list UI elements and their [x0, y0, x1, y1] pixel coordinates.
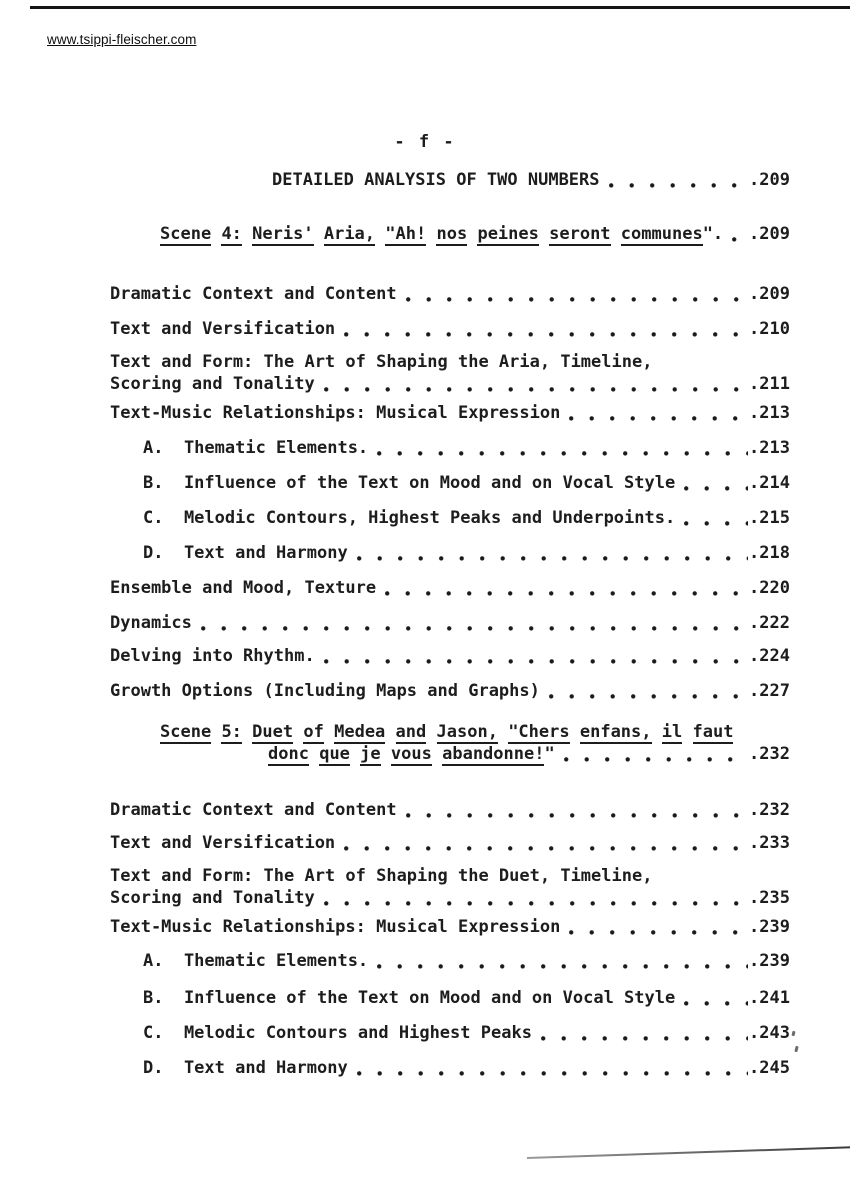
underlined-word: donc [268, 744, 309, 764]
page-number: .243 [749, 1023, 790, 1043]
page-number: .213 [749, 438, 790, 458]
toc-entry-row [110, 987, 790, 1009]
dot-leader [368, 950, 749, 972]
toc-entry-row [110, 832, 790, 854]
underlined-word: vous [390, 744, 432, 764]
page-number: .233 [749, 833, 790, 853]
underlined-word: and [395, 722, 427, 742]
dot-leader [397, 799, 749, 821]
dot-leader [600, 169, 750, 191]
underlined-word: Scene [160, 722, 212, 742]
page-number: .232 [749, 800, 790, 820]
dot-leader [368, 437, 749, 459]
page-number: .239 [749, 951, 790, 971]
toc-title: DETAILED ANALYSIS OF TWO NUMBERS [272, 170, 600, 190]
scene-heading-row [110, 223, 790, 245]
underlined-word: que [319, 744, 350, 764]
dot-leader [560, 402, 749, 424]
toc-entry-row [110, 865, 790, 909]
page-number: .241 [749, 988, 790, 1008]
page-number: .232 [749, 744, 790, 764]
toc-entry-row [110, 950, 790, 972]
dot-leader [555, 743, 749, 765]
toc-entry-label: B. Influence of the Text on Mood and on Vocal Style [143, 473, 676, 493]
toc-entry-row [110, 577, 790, 599]
toc-entry-label: Text-Music Relationships: Musical Expression [110, 917, 561, 937]
toc-entry-row [110, 645, 790, 667]
toc-entry-label: Dramatic Context and Content [110, 284, 397, 304]
toc-entry-label: D. Text and Harmony [143, 1058, 348, 1078]
underlined-word: nos [436, 224, 468, 244]
dot-leader [348, 542, 749, 564]
dot-leader [675, 507, 749, 529]
toc-entry-row [110, 283, 790, 305]
underlined-word: peines [477, 224, 539, 244]
page-number: .211 [749, 374, 790, 394]
toc-entry-label: Ensemble and Mood, Texture [110, 578, 377, 598]
page-number: .245 [749, 1058, 790, 1078]
underlined-word: il [661, 722, 683, 742]
toc-entry-row [110, 402, 790, 424]
underlined-word: "Ah! [385, 224, 427, 244]
page-number: .213 [749, 403, 790, 423]
toc-entry-label: C. Melodic Contours, Highest Peaks and Underpoints. [143, 508, 676, 528]
toc-entry-row [110, 1022, 790, 1044]
toc-entry-label: A. Thematic Elements. [143, 951, 369, 971]
table-of-contents [110, 0, 790, 1200]
underlined-word: enfans, [579, 722, 652, 742]
toc-entry-row [110, 916, 790, 938]
toc-entry-label: Text and Versification [110, 319, 336, 339]
underlined-word: abandonne! [442, 744, 545, 764]
dot-leader [723, 223, 749, 245]
toc-entry-row [110, 542, 790, 564]
underlined-word: Aria, [323, 224, 376, 244]
underlined-word: "Chers [508, 722, 570, 742]
page-number: .215 [749, 508, 790, 528]
underlined-word: Jason, [436, 722, 498, 742]
underlined-word: Scene [160, 224, 212, 244]
toc-entry-row [110, 472, 790, 494]
dot-leader [397, 283, 749, 305]
scene-heading-text [160, 721, 733, 743]
toc-entry-label: Growth Options (Including Maps and Graphs) [110, 681, 540, 701]
dot-leader [315, 373, 749, 395]
toc-entry-label: A. Thematic Elements. [143, 438, 369, 458]
toc-title-row [110, 169, 790, 191]
page-number: .209 [749, 224, 790, 244]
toc-entry-label: Delving into Rhythm. [110, 646, 315, 666]
toc-entry-row [110, 799, 790, 821]
underlined-word: Duet [252, 722, 294, 742]
toc-entry-row [110, 1057, 790, 1079]
toc-entry-label: Dynamics [110, 613, 192, 633]
toc-entry-label: Scoring and Tonality [110, 374, 315, 394]
underlined-word: Neris' [252, 224, 314, 244]
toc-entry-label: Dramatic Context and Content [110, 800, 397, 820]
page-marker: - f - [394, 132, 456, 152]
dot-leader [348, 1057, 749, 1079]
page-number: .224 [749, 646, 790, 666]
toc-entry-label: Text-Music Relationships: Musical Expression [110, 403, 561, 423]
dot-leader [540, 680, 749, 702]
underlined-word: 5: [221, 722, 242, 742]
underlined-word: faut [692, 722, 734, 742]
site-url-link[interactable]: www.tsippi-fleischer.com [47, 32, 197, 47]
scan-speck [791, 1031, 795, 1037]
dot-leader [315, 887, 749, 909]
page-number: .222 [749, 613, 790, 633]
toc-entry-row [110, 612, 790, 634]
toc-entry-row [110, 318, 790, 340]
page-number: .214 [749, 473, 790, 493]
toc-entry-row [110, 437, 790, 459]
dot-leader [315, 645, 749, 667]
page-number: .210 [749, 319, 790, 339]
page-number: .209 [749, 284, 790, 304]
toc-entry-label: C. Melodic Contours and Highest Peaks [143, 1023, 532, 1043]
page-number: .235 [749, 888, 790, 908]
toc-entry-label: D. Text and Harmony [143, 543, 348, 563]
toc-entry-label: Text and Form: The Art of Shaping the Aria, Timeline, [110, 352, 653, 372]
toc-entry-label: Text and Versification [110, 833, 336, 853]
scene-heading-row [110, 721, 790, 743]
scene-heading-row [110, 743, 790, 765]
dot-leader [335, 318, 749, 340]
toc-entry-label: Text and Form: The Art of Shaping the Duet, Timeline, [110, 866, 653, 886]
scene-heading-text: donc que je vous abandonne!" [268, 744, 555, 764]
page-number: .227 [749, 681, 790, 701]
scene-heading-text: Scene 4: Neris' Aria, "Ah! nos peines seront communes". [160, 224, 724, 244]
underlined-word: of [303, 722, 324, 742]
dot-leader [532, 1022, 749, 1044]
page-number: .220 [749, 578, 790, 598]
underlined-word: communes [620, 224, 703, 244]
toc-entry-row [110, 680, 790, 702]
underlined-word: seront [549, 224, 611, 244]
page-number: .239 [749, 917, 790, 937]
scan-speck [794, 1046, 798, 1053]
dot-leader [675, 472, 749, 494]
dot-leader [560, 916, 749, 938]
dot-leader [675, 987, 749, 1009]
dot-leader [192, 612, 749, 634]
page-number: .209 [749, 170, 790, 190]
underlined-word: Medea [334, 722, 386, 742]
toc-entry-row [110, 507, 790, 529]
toc-entry-label: Scoring and Tonality [110, 888, 315, 908]
toc-entry-row [110, 351, 790, 395]
dot-leader [335, 832, 749, 854]
dot-leader [376, 577, 749, 599]
underlined-word: 4: [221, 224, 242, 244]
toc-entry-label: B. Influence of the Text on Mood and on Vocal Style [143, 988, 676, 1008]
page-number: .218 [749, 543, 790, 563]
underlined-word: je [360, 744, 381, 764]
